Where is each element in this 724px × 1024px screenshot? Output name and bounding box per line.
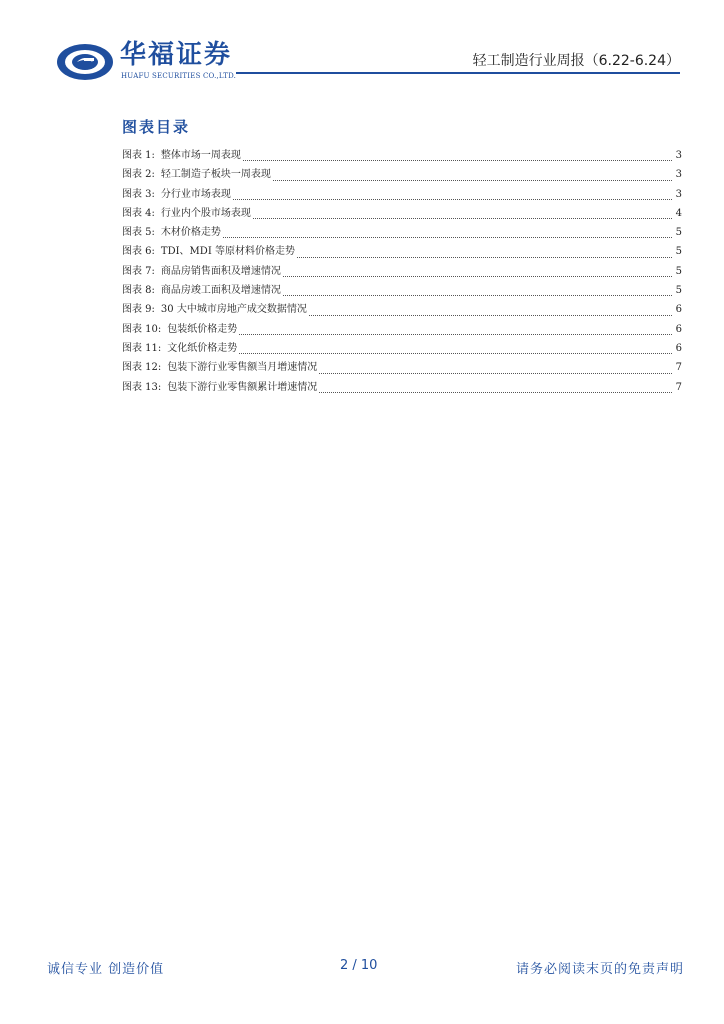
toc-entry-title: 木材价格走势 [160, 227, 221, 239]
toc-entry-page: 3 [675, 169, 682, 181]
report-title: 轻工制造行业周报（6.22-6.24） [472, 53, 680, 69]
toc-dot-leader [243, 159, 672, 161]
toc-entry-label: 图表 8: [122, 285, 155, 297]
toc-dot-leader [297, 256, 672, 258]
brand-name-cn: 华福证券 [120, 40, 233, 70]
toc-entry[interactable] [122, 281, 682, 300]
toc-entry-label: 图表 13: [122, 381, 162, 393]
toc-entry-title: 包装下游行业零售额当月增速情况 [167, 362, 318, 374]
toc-entry-title: 轻工制造子板块一周表现 [160, 169, 271, 181]
toc-entry[interactable] [122, 339, 682, 358]
toc-dot-leader [239, 352, 672, 354]
toc-entry-page: 5 [675, 265, 682, 277]
toc-entry-title: 文化纸价格走势 [167, 342, 238, 354]
toc-entry[interactable] [122, 185, 682, 204]
toc-dot-leader [283, 275, 672, 277]
toc-entry-label: 图表 9: [122, 304, 155, 316]
toc-entry[interactable] [122, 165, 682, 184]
toc-entry-page: 7 [675, 381, 682, 393]
toc-entry-title: 整体市场一周表现 [160, 150, 241, 161]
toc-entry-title: 商品房竣工面积及增速情况 [160, 285, 281, 297]
toc-entry[interactable] [122, 358, 682, 377]
toc-entry-page: 5 [675, 285, 682, 297]
toc-entry[interactable] [122, 146, 682, 165]
toc-dot-leader [223, 236, 672, 238]
toc-entry-label: 图表 10: [122, 323, 162, 335]
toc-dot-leader [233, 198, 672, 200]
toc-entry-page: 6 [675, 323, 682, 335]
toc-entry-title: 分行业市场表现 [160, 188, 231, 200]
toc-entry-label: 图表 11: [122, 342, 162, 354]
huafu-logo-icon [55, 42, 115, 82]
toc-entry[interactable] [122, 378, 682, 397]
toc-entry-page: 6 [675, 304, 682, 316]
toc-entry-label: 图表 5: [122, 227, 155, 239]
toc-entry-page: 5 [675, 227, 682, 239]
toc-entry[interactable] [122, 204, 682, 223]
toc-entry-page: 5 [675, 246, 682, 258]
page-indicator: 2 / 10 [340, 958, 378, 973]
toc-entry-page: 3 [675, 150, 682, 161]
toc-entry-label: 图表 12: [122, 362, 162, 374]
toc-dot-leader [273, 179, 672, 181]
toc-entry-page: 7 [675, 362, 682, 374]
footer-disclaimer: 请务必阅读末页的免责声明 [515, 962, 684, 977]
toc-dot-leader [283, 294, 672, 296]
toc-entry-title: TDI、MDI 等原材料价格走势 [160, 246, 295, 258]
toc-dot-leader [319, 372, 672, 374]
header-divider [236, 72, 680, 74]
toc-entry[interactable] [122, 262, 682, 281]
toc-list [122, 146, 682, 397]
toc-entry[interactable] [122, 223, 682, 242]
footer-slogan: 诚信专业 创造价值 [47, 962, 165, 977]
toc-entry-title: 行业内个股市场表现 [160, 207, 251, 219]
toc-heading: 图表目录 [122, 118, 191, 136]
toc-dot-leader [239, 333, 672, 335]
toc-entry[interactable] [122, 320, 682, 339]
toc-dot-leader [309, 314, 672, 316]
toc-entry[interactable] [122, 300, 682, 319]
toc-entry-label: 图表 2: [122, 169, 155, 181]
toc-entry-title: 商品房销售面积及增速情况 [160, 265, 281, 277]
toc-entry-label: 图表 6: [122, 246, 155, 258]
brand-name-en: HUAFU SECURITIES CO.,LTD. [121, 72, 237, 80]
toc-entry-title: 包装下游行业零售额累计增速情况 [167, 381, 318, 393]
toc-dot-leader [319, 391, 672, 393]
toc-entry-page: 6 [675, 342, 682, 354]
toc-entry-title: 包装纸价格走势 [167, 323, 238, 335]
toc-entry-page: 3 [675, 188, 682, 200]
toc-entry-label: 图表 1: [122, 150, 155, 161]
toc-entry-label: 图表 3: [122, 188, 155, 200]
toc-dot-leader [253, 217, 672, 219]
page-header [0, 0, 724, 90]
toc-entry-label: 图表 7: [122, 265, 155, 277]
toc-entry-title: 30 大中城市房地产成交数据情况 [160, 304, 307, 316]
toc-entry-label: 图表 4: [122, 207, 155, 219]
toc-entry-page: 4 [675, 207, 682, 219]
toc-entry[interactable] [122, 242, 682, 261]
